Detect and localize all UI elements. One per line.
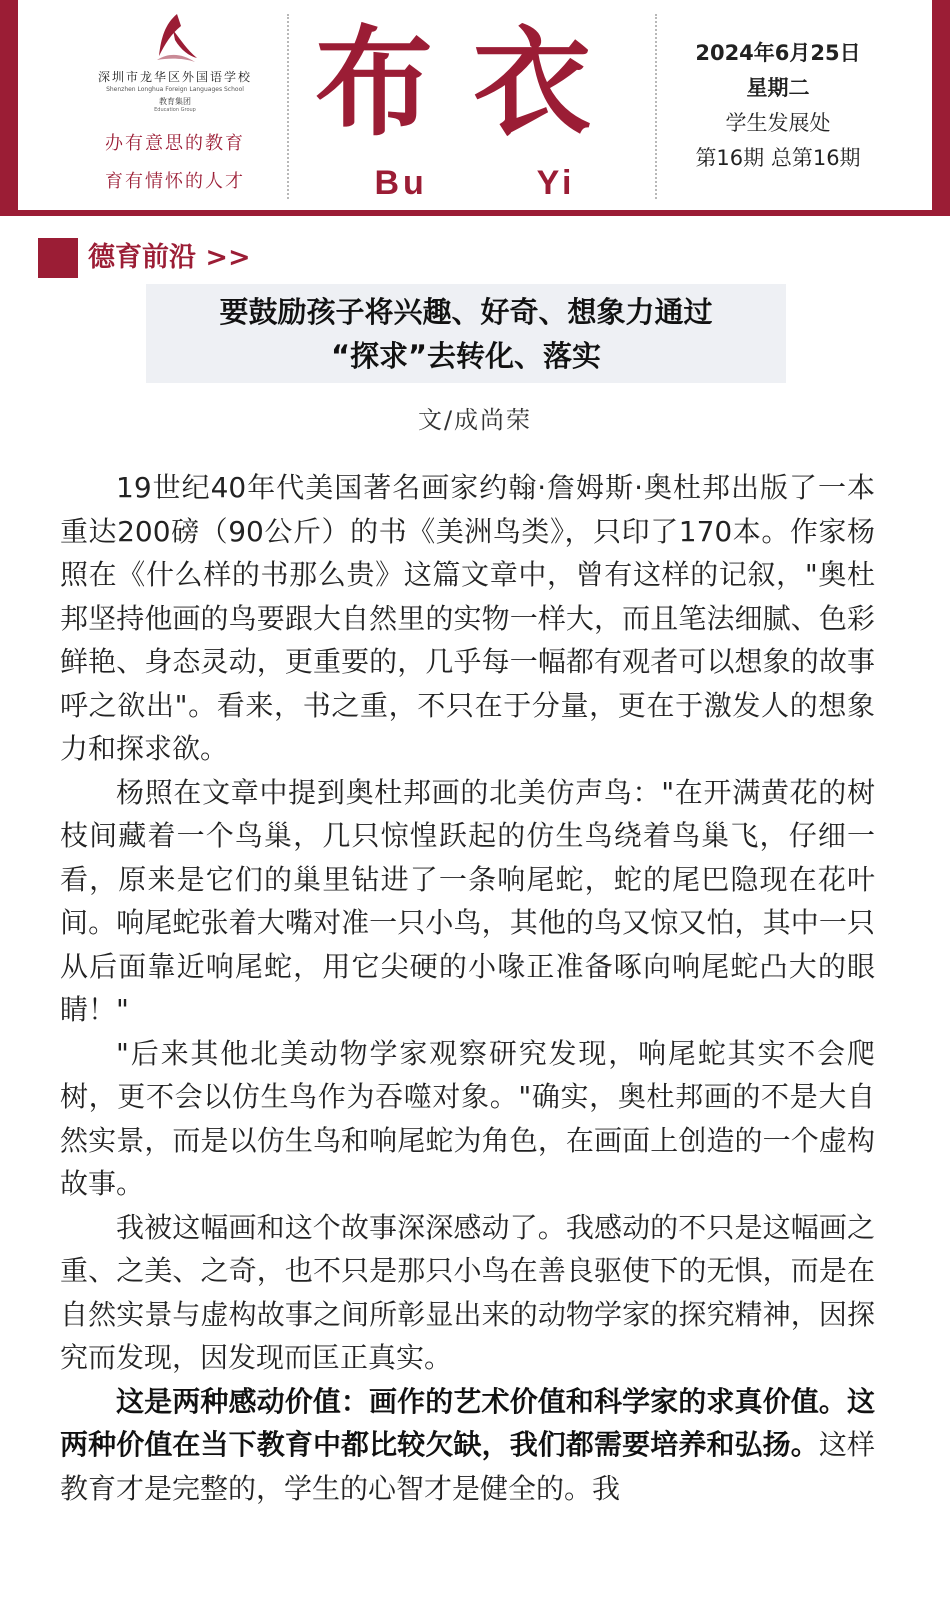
school-logo-icon	[147, 10, 203, 66]
title-cn: 布衣	[314, 13, 631, 152]
masthead	[0, 0, 950, 216]
paragraph-final-bold: 这是两种感动价值：画作的艺术价值和科学家的求真价值。这两种价值在当下教育中都比较欠缺，我们都需要培养和弘扬。	[60, 1384, 875, 1461]
paragraph-final-rest: 这样教育才是完整的，学生的心智才是健全的。我	[60, 1428, 875, 1505]
section-label: 德育前沿 >>	[88, 242, 251, 273]
paragraph: "后来其他北美动物学家观察研究发现，响尾蛇其实不会爬树，更不会以仿生鸟作为吞噬对象。"确实，奥杜邦画的不是大自然实景，而是以仿生鸟和响尾蛇为角色，在画面上创造的一个虚构故事。	[60, 1036, 875, 1200]
article-body	[60, 466, 875, 1510]
issue-department: 学生发展处	[725, 111, 831, 135]
paragraph: 我被这幅画和这个故事深深感动了。我感动的不只是这幅画之重、之美、之奇，也不只是那只小鸟在善良驱使下的无惧，而是在自然实景与虚构故事之间所彰显出来的动物学家的探究精神，因探究而发现，因发现而匡正真实。	[60, 1210, 875, 1374]
group-name-en: Education Group	[154, 107, 196, 113]
paragraph: 杨照在文章中提到奥杜邦画的北美仿声鸟："在开满黄花的树枝间藏着一个鸟巢，几只惊惶跃起的仿生鸟绕着鸟巢飞，仔细一看，原来是它们的巢里钻进了一条响尾蛇，蛇的尾巴隐现在花叶间。响尾蛇张着大嘴对准一只小鸟，其他的鸟又惊又怕，其中一只从后面靠近响尾蛇，用它尖硬的小喙正准备啄向响尾蛇凸大的眼睛！"	[60, 775, 875, 1026]
divider-dotted-right	[655, 14, 657, 199]
headline-line-2: “探求”去转化、落实	[330, 339, 602, 373]
title-en: Bu Yi	[374, 164, 576, 202]
paragraph-final	[60, 1380, 875, 1511]
slogan-2: 育有情怀的人才	[105, 171, 245, 192]
article-headline	[146, 284, 786, 383]
left-accent-bar	[0, 0, 18, 212]
slogan-1: 办有意思的教育	[105, 133, 245, 154]
school-name-en: Shenzhen Longhua Foreign Languages School	[106, 86, 244, 93]
school-name-cn: 深圳市龙华区外国语学校	[97, 70, 252, 84]
right-accent-bar	[932, 0, 950, 212]
group-name-cn: 教育集团	[159, 97, 191, 106]
issue-info	[668, 36, 888, 176]
newsletter-title	[300, 14, 645, 204]
masthead-bottom-rule	[0, 210, 950, 216]
divider-dotted-left	[287, 14, 289, 199]
section-marker	[38, 238, 78, 278]
issue-number: 第16期 总第16期	[695, 146, 861, 170]
paragraph: 19世纪40年代美国著名画家约翰·詹姆斯·奥杜邦出版了一本重达200磅（90公斤）的书《美洲鸟类》，只印了170本。作家杨照在《什么样的书那么贵》这篇文章中，曾有这样的记叙，"奥杜邦坚持他画的鸟要跟大自然里的实物一样大，而且笔法细腻、色彩鲜艳、身态灵动，更重要的，几乎每一幅都有观者可以想象的故事呼之欲出"。看来，书之重，不只在于分量，更在于激发人的想象力和探求欲。	[60, 471, 875, 765]
issue-weekday: 星期二	[746, 76, 810, 100]
issue-date: 2024年6月25日	[695, 41, 861, 65]
school-block	[70, 10, 280, 193]
article-byline: 文/成尚荣	[417, 406, 533, 434]
headline-line-1: 要鼓励孩子将兴趣、好奇、想象力通过	[219, 295, 713, 329]
